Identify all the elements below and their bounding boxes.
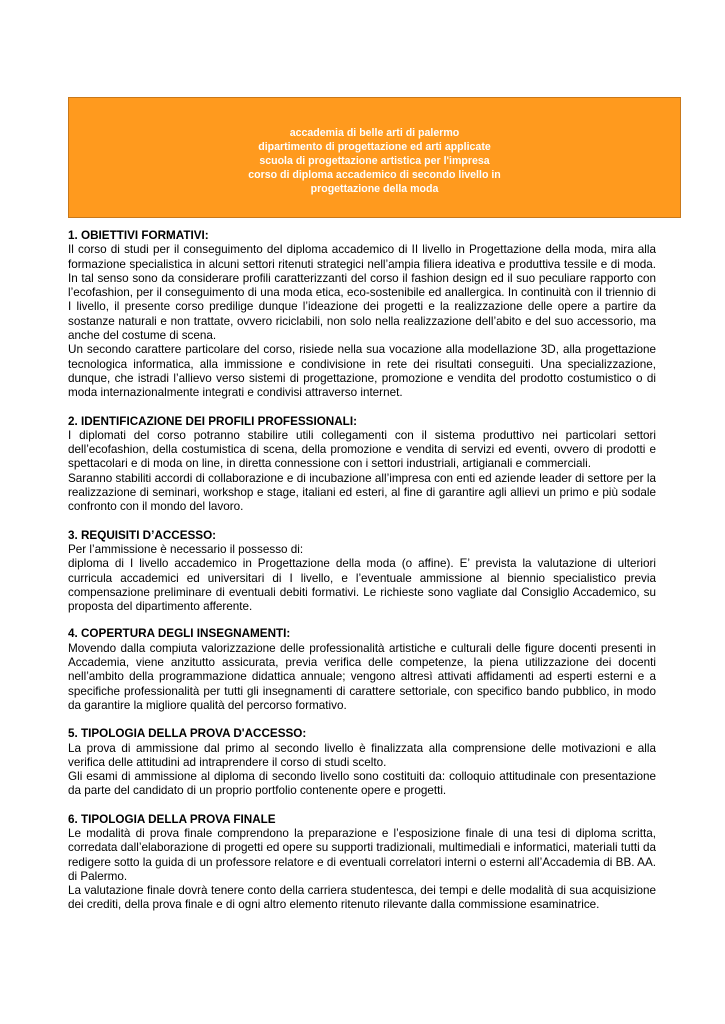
section-prova-accesso xyxy=(68,727,656,798)
header-line-department: dipartimento di progettazione ed arti applicate xyxy=(258,140,491,153)
section-copertura-insegnamenti xyxy=(68,627,656,713)
section-title: 4. COPERTURA DEGLI INSEGNAMENTI: xyxy=(68,627,291,641)
section-paragraph: diploma di I livello accademico in Progettazione della moda (o affine). E’ prevista la valutazione di ulteriori curricula accademici ed universitari di I livello, e l’eventuale ammissione al biennio specialistico previa compensazione preliminare di eventuali debiti formativi. Le richieste sono vagliate dal Consiglio Accademico, su proposta del dipartimento afferente. xyxy=(68,557,656,614)
section-prova-finale xyxy=(68,813,656,913)
header-line-institution: accademia di belle arti di palermo xyxy=(289,126,460,139)
section-paragraph: Saranno stabiliti accordi di collaborazione e di incubazione all’impresa con enti ed aziende leader di settore per la realizzazione di seminari, workshop e stage, italiani ed esteri, al fine di garantire agli allievi un primo e più sodale confronto con il mondo del lavoro. xyxy=(68,471,656,514)
section-title: 1. OBIETTIVI FORMATIVI: xyxy=(68,229,209,242)
header-banner xyxy=(68,97,681,218)
section-paragraph: Movendo dalla compiuta valorizzazione delle professionalità artistiche e culturali delle figure docenti presenti in Accademia, viene anzitutto assicurata, previa verifica delle competenze, la piena utilizzazione dei docenti nell’ambito della programmazione didattica annuale; vengono altresì attivati affidamenti ad esperti esterni e a specifiche professionalità per tutti gli insegnamenti di carattere settoriale, con specifico bando pubblico, in modo da garantire la migliore qualità del percorso formativo. xyxy=(68,641,656,712)
section-paragraph: Le modalità di prova finale comprendono la preparazione e l’esposizione finale di una tesi di diploma scritta, corredata dall’elaborazione di progetti ed opere su supporti tradizionali, multimediali e informatici, materiali tutti da redigere sotto la guida di un professore relatore e di eventuali correlatori interni o esterni all’Accademia di BB. AA. di Palermo. xyxy=(68,826,656,883)
section-paragraph: Gli esami di ammissione al diploma di secondo livello sono costituiti da: colloquio attitudinale con presentazione da parte del candidato di un proprio portfolio contenente opere e progetti. xyxy=(68,770,656,798)
section-title: 2. IDENTIFICAZIONE DEI PROFILI PROFESSIONALI: xyxy=(68,414,357,428)
section-title: 5. TIPOLOGIA DELLA PROVA D'ACCESSO: xyxy=(68,727,307,741)
section-paragraph: Per l’ammissione è necessario il possesso di: xyxy=(68,542,304,556)
section-paragraph: Il corso di studi per il conseguimento del diploma accademico di II livello in Progettazione della moda, mira alla formazione specialistica in alcuni settori ritenuti strategici nell’ampia filiera ideativa e produttiva tessile e di moda. In tal senso sono da considerare profili caratterizzanti del corso il fashion design ed il suo peculiare rapporto con l’ecofashion, per il conseguimento di una moda etica, eco-sostenibile ed anallergica. In continuità con il triennio di I livello, il presente corso predilige dunque l’ideazione dei progetti e la realizzazione delle opere a partire da sostanze naturali e non trattate, ovvero riciclabili, non solo nella realizzazione dell’abito e del suo accessorio, ma anche del costume di scena. xyxy=(68,243,656,343)
section-profili-professionali xyxy=(68,415,656,515)
header-line-course: corso di diploma accademico di secondo livello in xyxy=(248,168,501,181)
section-title: 6. TIPOLOGIA DELLA PROVA FINALE xyxy=(68,812,276,826)
section-paragraph: I diplomati del corso potranno stabilire utili collegamenti con il sistema produttivo nei particolari settori dell’ecofashion, della costumistica di scena, della promozione e vendita di servizi ed eventi, ovvero di prodotti e spettacolari e di moda on line, in diretta connessione con i settori industriali, artigianali e commerciali. xyxy=(68,428,656,471)
header-line-school: scuola di progettazione artistica per l'impresa xyxy=(259,154,490,167)
header-line-program: progettazione della moda xyxy=(310,182,439,195)
section-paragraph: La prova di ammissione dal primo al secondo livello è finalizzata alla comprensione delle motivazioni e alla verifica delle attitudini ad intraprendere il corso di studi scelto. xyxy=(68,741,656,769)
section-obiettivi-formativi xyxy=(68,229,656,401)
document-body xyxy=(68,229,656,927)
section-requisiti-accesso xyxy=(68,529,656,615)
section-title: 3. REQUISITI D’ACCESSO: xyxy=(68,528,217,542)
section-paragraph: La valutazione finale dovrà tenere conto della carriera studentesca, dei tempi e delle modalità di sua acquisizione dei crediti, della prova finale e di ogni altro elemento ritenuto rilevante dalla commissione esaminatrice. xyxy=(68,884,656,912)
section-paragraph: Un secondo carattere particolare del corso, risiede nella sua vocazione alla modellazione 3D, alla progettazione tecnologica informatica, alla immissione e condivisione in rete dei risultati conseguiti. Una specializzazione, dunque, che istradi l’allievo verso sistemi di progettazione, promozione e vendita del prodotto costumistico o di moda internazionalmente integrati e condivisi attraverso internet. xyxy=(68,343,656,400)
